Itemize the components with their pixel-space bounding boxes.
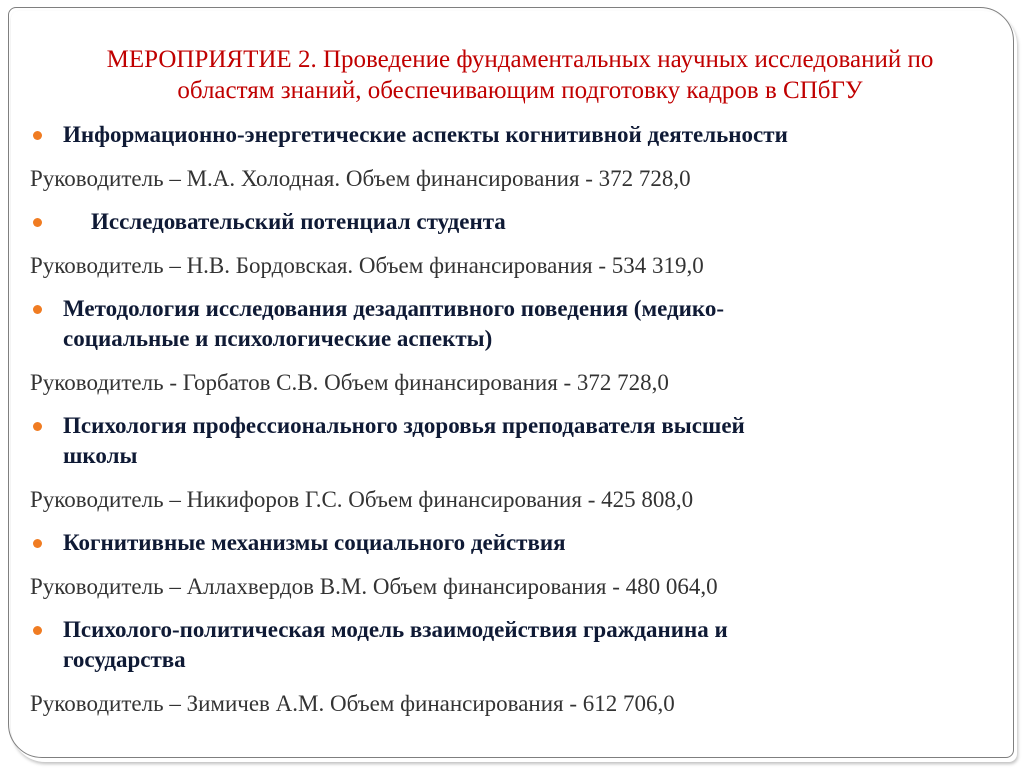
topic-title-line-2: государства: [63, 647, 186, 672]
research-list: [30, 120, 990, 719]
slide-title: [40, 44, 1000, 106]
topic-title-line-1: Методология исследования дезадаптивного поведения (медико-: [63, 296, 725, 321]
title-line-2: областям знаний, обеспечивающим подготовку кадров в СПбГУ: [177, 77, 863, 104]
topic-title: Информационно-энергетические аспекты когнитивной деятельности: [63, 122, 788, 147]
bullet-icon: [33, 422, 42, 431]
topic-leader-funding: Руководитель – М.А. Холодная. Объем финансирования - 372 728,0: [30, 166, 691, 191]
topic-item: [30, 411, 990, 471]
topic-item: [30, 615, 990, 675]
topic-title-line-2: школы: [63, 443, 138, 468]
topic-item: [30, 528, 990, 558]
topic-leader-funding: Руководитель – Никифоров Г.С. Объем финансирования - 425 808,0: [30, 487, 694, 512]
topic-title-line-1: Психология профессионального здоровья преподавателя высшей: [63, 413, 745, 438]
topic-leader-funding: Руководитель – Аллахвердов В.М. Объем финансирования - 480 064,0: [30, 574, 718, 599]
bullet-icon: [33, 218, 42, 227]
bullet-icon: [33, 626, 42, 635]
topic-leader-funding: Руководитель – Н.В. Бордовская. Объем финансирования - 534 319,0: [30, 253, 704, 278]
topic-item: [30, 120, 990, 150]
topic-title: Когнитивные механизмы социального действия: [63, 530, 566, 555]
bullet-icon: [33, 539, 42, 548]
topic-leader-funding: Руководитель – Зимичев А.М. Объем финансирования - 612 706,0: [30, 691, 675, 716]
title-line-1: МЕРОПРИЯТИЕ 2. Проведение фундаментальных научных исследований по: [106, 46, 934, 73]
topic-leader-funding: Руководитель - Горбатов С.В. Объем финансирования - 372 728,0: [30, 370, 669, 395]
topic-title-line-2: социальные и психологические аспекты): [63, 326, 493, 351]
topic-title: Исследовательский потенциал студента: [91, 209, 506, 234]
bullet-icon: [33, 131, 42, 140]
topic-item: [30, 207, 990, 237]
topic-item: [30, 294, 990, 354]
bullet-icon: [33, 305, 42, 314]
topic-title-line-1: Психолого-политическая модель взаимодействия гражданина и: [63, 617, 728, 642]
